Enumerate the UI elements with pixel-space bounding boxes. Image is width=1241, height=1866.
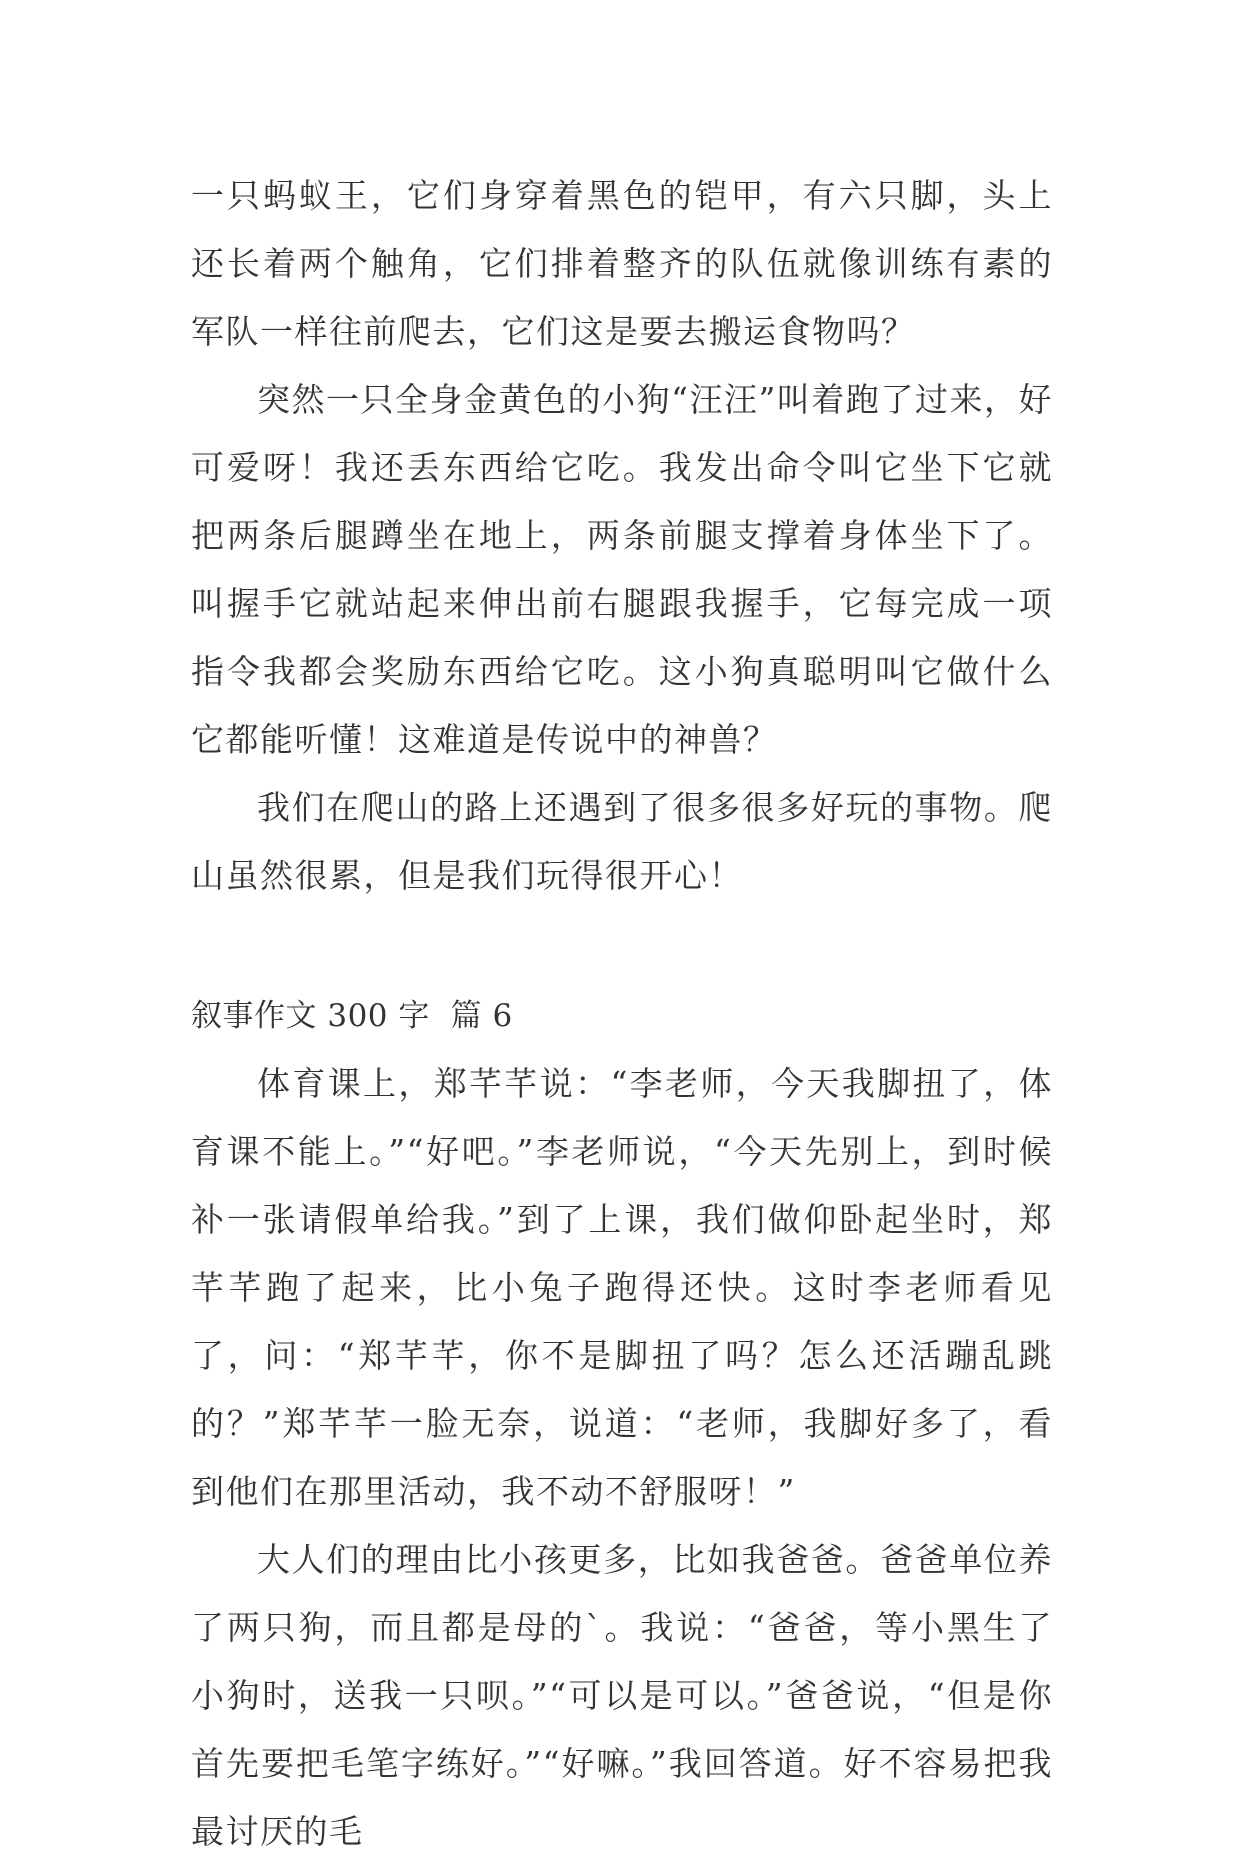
paragraph-mountain-climb: 我们在爬山的路上还遇到了很多很多好玩的事物。爬山虽然很累，但是我们玩得很开心！ — [191, 788, 1053, 895]
paragraph-golden-puppy: 突然一只全身金黄色的小狗“汪汪”叫着跑了过来，好可爱呀！我还丢东西给它吃。我发出命令叫它坐下它就把两条后腿蹲坐在地上，两条前腿支撑着身体坐下了。叫握手它就站起来伸出前右腿跟我握手，它每完成一项指令我都会奖励东西给它吃。这小狗真聪明叫它做什么它都能听懂！这难道是传说中的神兽？ — [191, 380, 1053, 759]
section-heading: 叙事作文 300 字 篇 6 — [191, 998, 513, 1034]
paragraph-dad-excuses: 大人们的理由比小孩更多，比如我爸爸。爸爸单位养了两只狗，而且都是母的`。我说：“爸爸，等小黑生了小狗时，送我一只呗。”“可以是可以。”爸爸说，“但是你首先要把毛笔字练好。”“好嘛。”我回答道。好不容易把我最讨厌的毛 — [191, 1540, 1053, 1851]
paragraph-pe-class: 体育课上，郑芊芊说：“李老师，今天我脚扭了，体育课不能上。”“好吧。”李老师说，“今天先别上，到时候补一张请假单给我。”到了上课，我们做仰卧起坐时，郑芊芊跑了起来，比小兔子跑得还快。这时李老师看见了，问：“郑芊芊，你不是脚扭了吗？怎么还活蹦乱跳的？”郑芊芊一脸无奈，说道：“老师，我脚好多了，看到他们在那里活动，我不动不舒服呀！” — [191, 1064, 1053, 1511]
paragraph-ant-king: 一只蚂蚁王，它们身穿着黑色的铠甲，有六只脚，头上还长着两个触角，它们排着整齐的队伍就像训练有素的军队一样往前爬去，它们这是要去搬运食物吗？ — [191, 176, 1053, 351]
document-body — [191, 162, 1053, 1866]
section-spacer — [191, 910, 1053, 982]
